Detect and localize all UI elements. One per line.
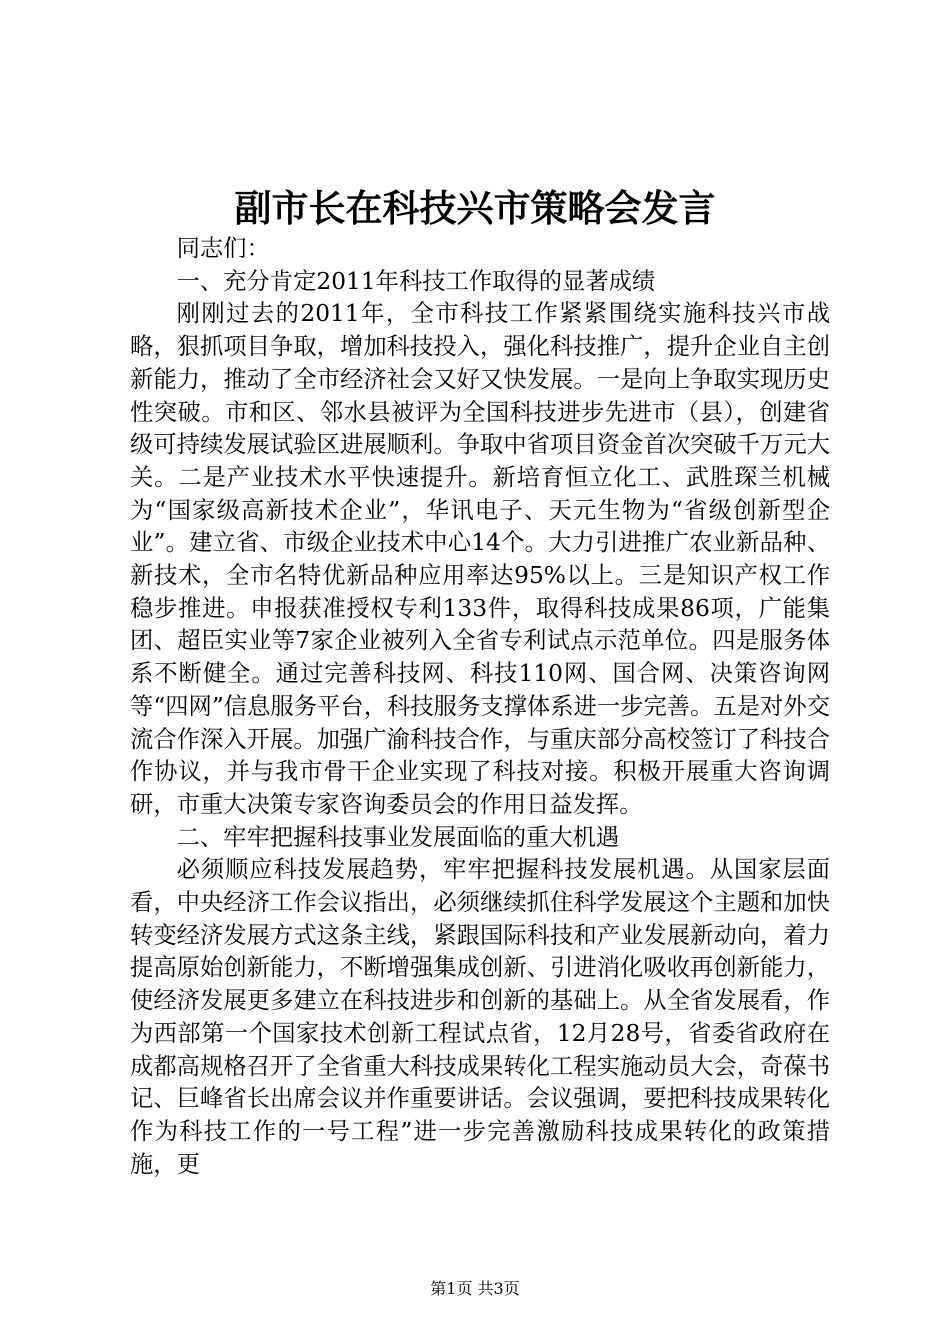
document-title: 副市长在科技兴市策略会发言 [234,186,716,230]
page-number-footer: 第1页 共3页 [430,1279,520,1298]
section-heading-1: 一、充分肯定2011年科技工作取得的显著成绩 [176,267,656,295]
section-heading-2: 二、牢牢把握科技事业发展面临的重大机遇 [176,823,620,851]
paragraph-opportunities: 必须顺应科技发展趋势，牢牢把握科技发展机遇。从国家层面看，中央经济工作会议指出，必须继续抓住科学发展这个主题和加快转变经济发展方式这条主线，紧跟国际科技和产业发展新动向，着力提高原始创新能力，不断增强集成创新、引进消化吸收再创新能力，使经济发展更多建立在科技进步和创新的基础上。从全省发展看，作为西部第一个国家技术创新工程试点省，12月28号，省委省政府在成都高规格召开了全省重大科技成果转化工程实施动员大会，奇葆书记、巨峰省长出席会议并作重要讲话。会议强调，要把科技成果转化作为科技工作的一号工程”进一步完善激励科技成果转化的政策措施，更 [130,856,830,1178]
salutation: 同志们： [176,235,270,262]
document-body [130,233,830,1181]
paragraph-achievements: 刚刚过去的2011年，全市科技工作紧紧围绕实施科技兴市战略，狠抓项目争取，增加科技投入，强化科技推广，提升企业自主创新能力，推动了全市经济社会又好又快发展。一是向上争取实现历史性突破。市和区、邻水县被评为全国科技进步先进市（县），创建省级可持续发展试验区进展顺利。争取中省项目资金首次突破千万元大关。二是产业技术水平快速提升。新培育恒立化工、武胜琛兰机械为“国家级高新技术企业”，华讯电子、天元生物为“省级创新型企业”。建立省、市级企业技术中心14个。大力引进推广农业新品种、新技术，全市名特优新品种应用率达95%以上。三是知识产权工作稳步推进。申报获准授权专利133件，取得科技成果86项，广能集团、超臣实业等7家企业被列入全省专利试点示范单位。四是服务体系不断健全。通过完善科技网、科技110网、国合网、决策咨询网等“四网”信息服务平台，科技服务支撑体系进一步完善。五是对外交流合作深入开展。加强广渝科技合作，与重庆部分高校签订了科技合作协议，并与我市骨干企业实现了科技对接。积极开展重大咨询调研，市重大决策专家咨询委员会的作用日益发挥。 [130,300,830,818]
